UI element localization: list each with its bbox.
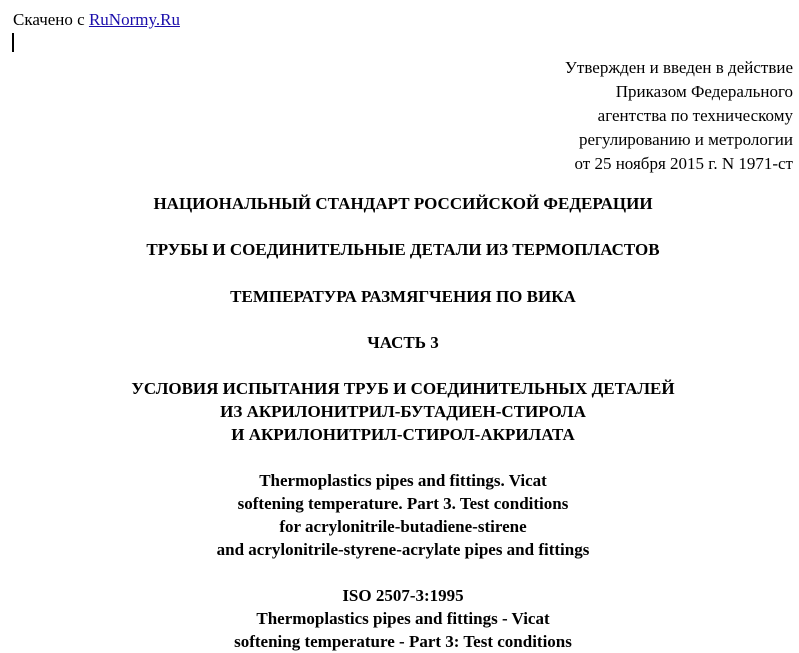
iso-line: softening temperature - Part 3: Test conditions	[234, 632, 572, 651]
english-line: Thermoplastics pipes and fittings. Vicat	[259, 471, 547, 490]
conditions-line: И АКРИЛОНИТРИЛ-СТИРОЛ-АКРИЛАТА	[231, 425, 575, 444]
approval-line: регулированию и метрологии	[578, 130, 793, 149]
national-standard-title: НАЦИОНАЛЬНЫЙ СТАНДАРТ РОССИЙСКОЙ ФЕДЕРАЦИИ	[153, 194, 653, 213]
source-line	[13, 9, 180, 31]
approval-line: Приказом Федерального	[615, 82, 793, 101]
approval-block	[565, 56, 793, 176]
topic-title: ТЕМПЕРАТУРА РАЗМЯГЧЕНИЯ ПО ВИКА	[230, 287, 576, 306]
english-title	[0, 469, 799, 561]
english-line: for acrylonitrile-butadiene-stirene	[279, 517, 527, 536]
subject-title: ТРУБЫ И СОЕДИНИТЕЛЬНЫЕ ДЕТАЛИ ИЗ ТЕРМОПЛАСТОВ	[146, 240, 660, 259]
part-title: ЧАСТЬ 3	[367, 333, 439, 352]
english-line: and acrylonitrile-styrene-acrylate pipes and fittings	[216, 540, 590, 559]
approval-line: от 25 ноября 2015 г. N 1971-ст	[574, 154, 793, 173]
english-line: softening temperature. Part 3. Test conditions	[237, 494, 569, 513]
source-link[interactable]: RuNormy.Ru	[88, 10, 180, 29]
conditions-line: ИЗ АКРИЛОНИТРИЛ-БУТАДИЕН-СТИРОЛА	[220, 402, 586, 421]
conditions-line: УСЛОВИЯ ИСПЫТАНИЯ ТРУБ И СОЕДИНИТЕЛЬНЫХ ДЕТАЛЕЙ	[131, 379, 675, 398]
approval-line: агентства по техническому	[597, 106, 793, 125]
iso-code: ISO 2507-3:1995	[342, 586, 464, 605]
approval-line: Утвержден и введен в действие	[564, 58, 793, 77]
iso-reference	[0, 584, 799, 653]
source-prefix: Скачено с	[13, 10, 85, 29]
text-cursor	[12, 33, 14, 52]
conditions-title	[0, 377, 799, 446]
iso-line: Thermoplastics pipes and fittings - Vicat	[256, 609, 550, 628]
